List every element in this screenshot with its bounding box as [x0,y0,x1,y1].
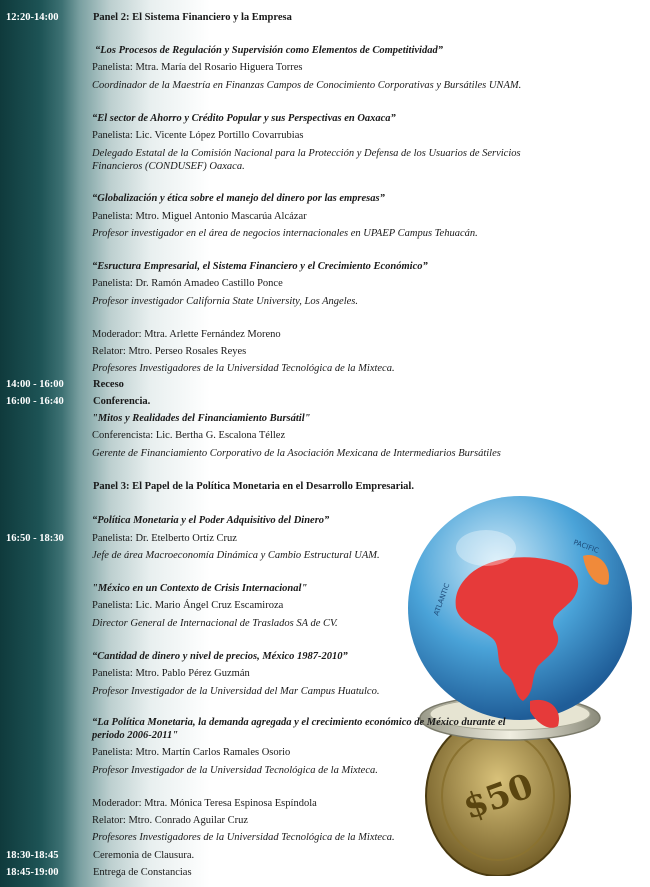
talk-role: Profesor investigador en el área de negocios internacionales en UPAEP Campus Tehuacán. [92,228,478,239]
talk-panelist: Panelista: Lic. Vicente López Portillo Covarrubias [92,130,304,141]
talk-panelist: Panelista: Dr. Etelberto Ortíz Cruz [92,533,237,544]
talk-role: Director General de Internacional de Traslados SA de CV. [92,618,338,629]
talk-panelist: Panelista: Lic. Mario Ángel Cruz Escamiroza [92,600,284,611]
time-recess: 14:00 - 16:00 [6,379,64,390]
talk-panelist: Panelista: Mtro. Miguel Antonio Mascarúa Alcázar [92,211,307,222]
talk-panelist: Panelista: Mtro. Pablo Pérez Guzmán [92,668,250,679]
time-certificates: 18:45-19:00 [6,867,59,878]
talk-title: "México en un Contexto de Crisis Internacional" [92,583,308,594]
talk-role: Profesor investigador California State University, Los Angeles. [92,296,358,307]
talk-panelist: Panelista: Mtro. Martín Carlos Ramales Osorio [92,747,291,758]
panel2-moderator: Moderador: Mtra. Arlette Fernández Moreno [92,329,281,340]
globe-label-pacific: PACIFIC [572,538,600,555]
closing-ceremony: Ceremonia de Clausura. [93,850,195,861]
talk-role: Profesor Investigador de la Universidad del Mar Campus Huatulco. [92,686,380,697]
panel3-heading: Panel 3: El Papel de la Política Monetaria en el Desarrollo Empresarial. [93,481,414,492]
time-panel2: 12:20-14:00 [6,12,59,23]
talk-title: “Política Monetaria y el Poder Adquisitivo del Dinero” [92,515,330,526]
talk-role: Profesor Investigador de la Universidad Tecnológica de la Mixteca. [92,765,378,776]
recess-label: Receso [93,379,124,390]
panel2-affiliation: Profesores Investigadores de la Universidad Tecnológica de la Mixteca. [92,363,395,374]
certificates-delivery: Entrega de Constancias [93,867,192,878]
panel2-heading: Panel 2: El Sistema Financiero y la Empresa [93,12,292,23]
talk-title: “Cantidad de dinero y nivel de precios, México 1987-2010” [92,651,348,662]
talk-panelist: Panelista: Mtra. María del Rosario Higuera Torres [92,62,303,73]
talk-panelist: Panelista: Dr. Ramón Amadeo Castillo Ponce [92,278,283,289]
talk-title: “Los Procesos de Regulación y Supervisión como Elementos de Competitividad” [95,45,443,56]
conference-role: Gerente de Financiamiento Corporativo de la Asociación Mexicana de Intermediarios Bursátiles [92,448,501,459]
panel3-affiliation: Profesores Investigadores de la Universidad Tecnológica de la Mixteca. [92,832,395,843]
conference-title: "Mitos y Realidades del Financiamiento Bursátil" [92,413,311,424]
talk-title: “Globalización y ética sobre el manejo del dinero por las empresas” [92,193,385,204]
panel3-moderator: Moderador: Mtra. Mónica Teresa Espinosa Espíndola [92,798,317,809]
talk-title: “Esructura Empresarial, el Sistema Financiero y el Crecimiento Económico” [92,261,428,272]
coin-text: $50 [458,766,539,828]
talk-role: Delegado Estatal de la Comisión Nacional para la Protección y Defensa de los Usuarios de Servicios Financieros (CONDUSEF) Oaxaca. [92,148,521,172]
talk-title: “El sector de Ahorro y Crédito Popular y sus Perspectivas en Oaxaca” [92,113,396,124]
talk-role: Coordinador de la Maestría en Finanzas Campos de Conocimiento Corporativas y Bursátiles UNAM. [92,80,522,91]
time-closing: 18:30-18:45 [6,850,59,861]
globe-coin-illustration [398,496,638,876]
time-panel3: 16:50 - 18:30 [6,533,64,544]
talk-title: “La Política Monetaria, la demanda agregada y el crecimiento económico de México durante el periodo 2006-2011" [92,717,506,741]
time-conference: 16:00 - 16:40 [6,396,64,407]
panel2-rapporteur: Relator: Mtro. Perseo Rosales Reyes [92,346,247,357]
conference-speaker: Conferencista: Lic. Bertha G. Escalona Téllez [92,430,286,441]
talk-role: Jefe de área Macroeconomía Dinámica y Cambio Estructural UAM. [92,550,380,561]
panel3-rapporteur: Relator: Mtro. Conrado Aguilar Cruz [92,815,249,826]
globe-label-atlantic: ATLANTIC [432,582,452,617]
conference-label: Conferencia. [93,396,151,407]
